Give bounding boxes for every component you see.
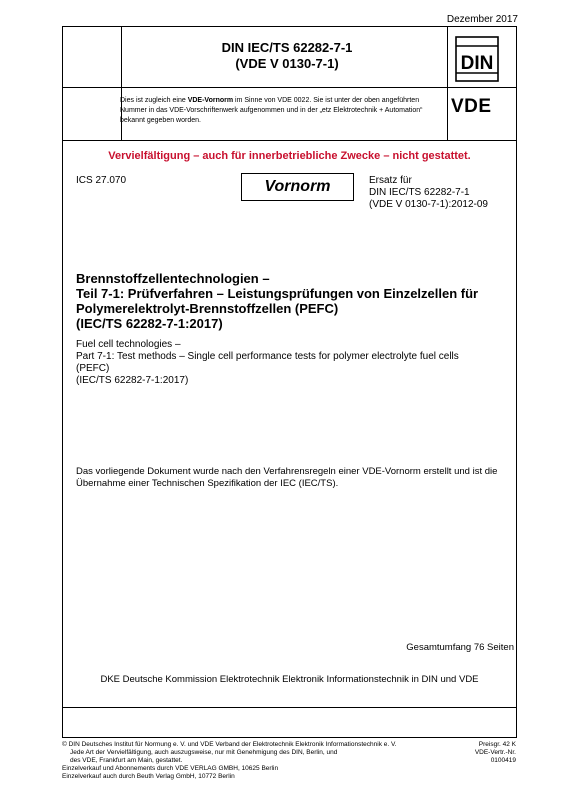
vornorm-label: Vornorm	[264, 178, 331, 195]
vornorm-badge	[241, 173, 354, 201]
total-pages: Gesamtumfang 76 Seiten	[406, 642, 514, 653]
document-statement: Das vorliegende Dokument wurde nach den Verfahrensregeln einer VDE-Vornorm erstellt und ist die Übernahme einer Technischen Spezifikation der IEC (IEC/TS).	[76, 466, 498, 489]
title-english-line-2: Part 7-1: Test methods – Single cell performance tests for polymer electrolyte fuel cells	[76, 351, 459, 362]
title-german	[76, 271, 506, 331]
sales-line-2: Einzelverkauf auch durch Beuth Verlag GmbH, 10772 Berlin	[62, 773, 235, 780]
publication-date: Dezember 2017	[446, 14, 518, 25]
title-english	[76, 339, 506, 387]
document-number-vde: (VDE V 0130-7-1)	[235, 56, 339, 71]
title-german-line-3: Polymerelektrolyt-Brennstoffzellen (PEFC)	[76, 301, 339, 316]
divider-header	[63, 87, 516, 88]
title-english-line-3: (PEFC)	[76, 363, 110, 374]
replacement-vde: (VDE V 0130-7-1):2012-09	[369, 199, 488, 210]
copyright-line-3: des VDE, Frankfurt am Main, gestattet.	[70, 757, 183, 764]
vde-note-text-2: im Sinne von VDE 0022. Sie ist unter der oben angeführten Nummer in das VDE-Vorschriftenwerk aufgenommen und in der „etz Elektrotechnik + Automation“ bekannt gegeben worden.	[120, 97, 423, 124]
title-german-line-1: Brennstoffzellentechnologien –	[76, 271, 270, 286]
din-logo-text: DIN	[460, 53, 494, 74]
dke-commission: DKE Deutsche Kommission Elektrotechnik Elektronik Informationstechnik in DIN und VDE	[100, 674, 479, 685]
divider-right-column	[447, 27, 448, 140]
ics-code: ICS 27.070	[76, 175, 127, 186]
price-group: Preisgr. 42 K	[478, 741, 516, 748]
order-number: VDE-Vertr.-Nr. 0100419	[474, 749, 516, 764]
divider-vde-note	[63, 140, 516, 141]
copyright-line-2: Jede Art der Vervielfältigung, auch auszugsweise, nur mit Genehmigung des DIN, Berlin, und	[70, 749, 338, 756]
vde-logo: VDE	[451, 96, 492, 117]
document-number	[128, 40, 446, 72]
title-german-line-2: Teil 7-1: Prüfverfahren – Leistungsprüfungen von Einzelzellen für	[76, 286, 479, 301]
divider-dke	[63, 707, 516, 708]
vde-note	[120, 96, 442, 126]
replacement-label: Ersatz für	[369, 175, 412, 186]
title-english-line-4: (IEC/TS 62282-7-1:2017)	[76, 375, 189, 386]
document-number-din: DIN IEC/TS 62282-7-1	[221, 40, 353, 55]
vde-note-text-1: Dies ist zugleich eine	[120, 97, 188, 104]
copyright-notice	[62, 741, 452, 781]
replacement-din: DIN IEC/TS 62282-7-1	[369, 187, 470, 198]
copyright-line-1: © DIN Deutsches Institut für Normung e. V. und VDE Verband der Elektrotechnik Elektronik Informationstechnik e. V.	[62, 741, 397, 748]
title-english-line-1: Fuel cell technologies –	[76, 339, 181, 350]
sales-line-1: Einzelverkauf und Abonnements durch VDE VERLAG GMBH, 10625 Berlin	[62, 765, 279, 772]
din-logo-icon	[455, 36, 499, 82]
reproduction-warning: Vervielfältigung – auch für innerbetriebliche Zwecke – nicht gestattet.	[108, 150, 471, 162]
vde-note-bold: VDE-Vornorm	[187, 97, 234, 104]
title-german-line-4: (IEC/TS 62282-7-1:2017)	[76, 316, 223, 331]
replacement-info	[369, 175, 488, 211]
price-info	[448, 741, 516, 765]
